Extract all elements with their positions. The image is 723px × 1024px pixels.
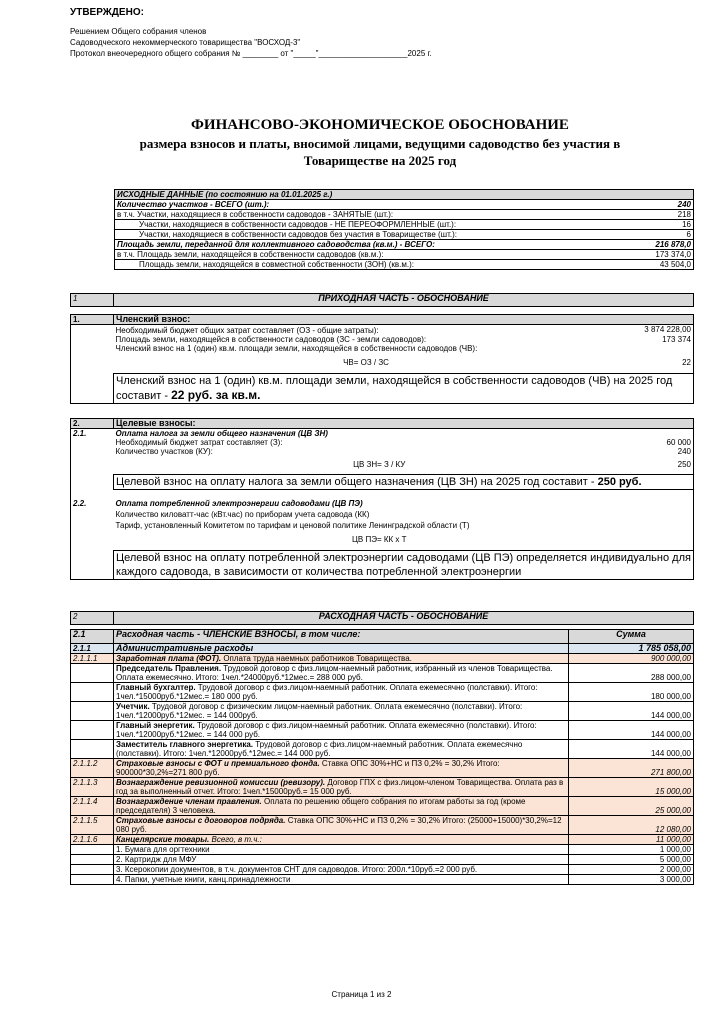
expense-row [71,778,694,797]
source-row-label: Количество участков - ВСЕГО (шт.): [115,200,634,210]
source-row-value: 218 [633,210,693,220]
target-s1-formula-value: 250 [645,456,694,474]
expense-row-desc: Договор ГПХ с физ.лицом-членом Товарищества. Оплата раз в год за выполненный отчет. Итого: 1чел.*15000руб.= 15 000 руб. [116,778,564,796]
expense-row-value: 271 800,00 [569,759,694,778]
expense-row-text [114,740,569,759]
target-s2-num: 2.2. [71,499,114,508]
expense-sub-num: 2.1 [71,630,114,644]
target-s1-title: Оплата налога за земли общего назначения (ЦВ ЗН) [115,429,328,438]
member-row-1: Необходимый бюджет общих затрат составляет (ОЗ - общие затраты): [115,326,379,335]
target-s2-row-1: Количество киловатт-час (кВт.час) по приборам учета садовода (КК) [115,510,370,519]
expense-row-desc: Трудовой договор с физическим лицом-наемный работник. Оплата ежемесячно (полставки). Итого: 1чел.*12000руб.*12мес. = 144 000руб. [116,702,523,720]
expense-row-value: 2 000,00 [569,865,694,875]
member-val-1: 3 874 228,00 [618,325,693,336]
target-s2-row-2: Тариф, установленный Комитетом по тарифам и ценовой политике Ленинградской области (Т) [115,521,470,530]
target-s1-result-bold: 250 руб. [597,475,642,488]
expense-row-text [114,855,569,865]
admin-value: 1 785 058,00 [569,644,694,654]
expense-row-value: 180 000,00 [569,683,694,702]
expense-row-text [114,721,569,740]
expense-row-desc: Трудовой договор с физ.лицом-наемный работник. Оплата ежемесячно (полставки). Итого: 1чел.*15000руб.*12мес.= 180 000 руб. [116,683,538,701]
expense-row-num [71,875,114,885]
expense-row-desc: 3. Ксерокопии документов, в т.ч. документов СНТ для садоводов. Итого: 200л.*10руб.=2 000 руб. [116,865,478,874]
expense-row-desc: Трудовой договор с физ.лицом-наемный работник. Оплата ежемесячно (полставки). Итого: 1чел.*12000руб.*12мес. = 144 000 руб. [116,721,537,739]
expense-row [71,855,694,865]
expense-row-title: Вознаграждение ревизионной комиссии (ревизору). [116,778,326,787]
expense-row-num [71,664,114,683]
expense-row-num: 2.1.1.3 [71,778,114,797]
expense-row-value: 11 000,00 [569,835,694,845]
source-row-value: 173 374,0 [633,250,693,260]
source-row [115,210,694,220]
expense-row-num: 2.1.1.6 [71,835,114,845]
expense-row-value: 288 000,00 [569,664,694,683]
member-result-text: Членский взнос на 1 (один) кв.м. площади земли, находящейся в собственности садоводов (ЧВ) на 2025 год составит - [116,374,673,402]
expense-row-title: Председатель Правления. [116,664,222,673]
expense-row [71,721,694,740]
title-main: ФИНАНСОВО-ЭКОНОМИЧЕСКОЕ ОБОСНОВАНИЕ [191,117,569,133]
expense-num: 2 [71,612,114,625]
expense-row [71,654,694,664]
expense-row-title: Главный бухгалтер. [116,683,196,692]
expense-section-header [70,611,694,625]
expense-row-title: Заместитель главного энергетика. [116,740,254,749]
source-row [115,250,694,260]
target-s1-result [114,474,694,489]
expense-row-num: 2.1.1.1 [71,654,114,664]
income-title: ПРИХОДНАЯ ЧАСТЬ - ОБОСНОВАНИЕ [114,294,694,307]
source-row-value: 6 [633,230,693,240]
target-s1-row-1: Необходимый бюджет затрат составляет (З): [115,438,283,447]
expense-row-value: 25 000,00 [569,797,694,816]
expense-row-desc: Оплата по решению общего собрания по итогам работы за год (кроме председателя) 3 человека. [116,797,526,815]
expense-row-num [71,683,114,702]
expense-title: РАСХОДНАЯ ЧАСТЬ - ОБОСНОВАНИЕ [114,612,694,625]
expense-row-text [114,778,569,797]
source-row-label: Площадь земли, находящейся в совместной собственности (ЗОН) (кв.м.): [115,260,634,270]
expense-row-desc: Трудовой договор с физ.лицом-наемный работник. Оплата ежемесячно (полставки). Итого: 1чел.*12000руб.*12мес.= 144 000 руб. [116,740,523,758]
income-section-header [70,293,694,307]
approval-line-3: Протокол внеочередного общего собрания № ________ от "_____"____________________2025 г. [70,49,432,58]
member-formula: ЧВ= ОЗ / ЗС [343,358,389,368]
member-fee-block [70,314,694,404]
expense-row-title: Страховые взносы с договоров подряда. [116,816,286,825]
approval-block [70,7,432,59]
source-row-label: в т.ч. Площадь земли, находящейся в собственности садоводов (кв.м.): [115,250,634,260]
expense-sub-title: Расходная часть - ЧЛЕНСКИЕ ВЗНОСЫ, в том числе: [114,630,569,644]
member-result-bold: 22 руб. за кв.м. [171,387,261,402]
expense-row-text [114,835,569,845]
expense-row-value: 144 000,00 [569,702,694,721]
expense-row-num [71,702,114,721]
member-result [114,373,694,403]
source-row-label: Участки, находящиеся в собственности садоводов без участия в Товариществе (шт.): [115,230,634,240]
target-s1-num: 2.1. [71,429,114,439]
target-title: Целевые взносы: [114,419,694,429]
expense-row-title: Страховые взносы с ФОТ и премиального фонда. [116,759,320,768]
expense-row-num: 2.1.1.5 [71,816,114,835]
source-row [115,200,694,210]
expense-row-desc: Ставка ОПС 30%+НС и ПЗ 0,2% = 30,2% Итого: (25000+15000)*30,2%=12 080 руб. [116,816,562,834]
expense-row-text [114,664,569,683]
admin-title: Административные расходы [114,644,569,654]
title-sub-2: Товариществе на 2025 год [303,153,457,168]
expense-row-desc: 2. Картридж для МФУ [116,855,197,864]
expense-row-value: 144 000,00 [569,721,694,740]
expense-row [71,683,694,702]
expense-row-num [71,845,114,855]
expense-row-value: 5 000,00 [569,855,694,865]
expense-row-title: Главный энергетик. [116,721,195,730]
expense-row-text [114,654,569,664]
target-s1-result-text: Целевой взнос на оплату налога за земли общего назначения (ЦВ ЗН) на 2025 год составит - [116,475,595,488]
expense-row-desc: Оплата труда наемных работников Товарищества. [221,654,412,663]
approval-line-2: Садоводческого некоммерческого товарищества "ВОСХОД-3" [70,38,301,47]
approved-label: УТВЕРЖДЕНО: [70,7,144,18]
target-fee-block [70,418,694,580]
source-row-label: в т.ч. Участки, находящиеся в собственности садоводов - ЗАНЯТЫЕ (шт.): [115,210,634,220]
target-s2-formula: ЦВ ПЭ= КК х Т [351,535,407,545]
member-val-2: 173 374 [618,335,693,344]
expense-row-num: 2.1.1.2 [71,759,114,778]
source-row-label: Участки, находящиеся в собственности садоводов - НЕ ПЕРЕОФОРМЛЕННЫЕ (шт.): [115,220,634,230]
expense-row-title: Вознаграждение членам правления. [116,797,262,806]
member-title: Членский взнос: [114,315,694,325]
expense-row-desc: Трудовой договор с физ.лицом-наемный работник, избранный из членов Товарищества. Оплата ежемесячно. Итого: 1чел.*24000руб.*12мес.= 288 000 руб. [116,664,553,682]
source-row [115,240,694,250]
expense-row-value: 12 080,00 [569,816,694,835]
member-formula-value: 22 [618,353,693,373]
expense-row [71,702,694,721]
expense-row-text [114,816,569,835]
document-title [60,116,700,169]
expense-sum-label: Сумма [569,630,694,644]
member-row-2: Площадь земли, находящейся в собственности садоводов (ЗС - земли садоводов): [115,335,427,344]
expense-row-desc: Всего, в т.ч.: [209,835,262,844]
expense-row-value: 1 000,00 [569,845,694,855]
target-s1-formula: ЦВ ЗН= З / КУ [353,460,406,470]
source-row-value: 16 [633,220,693,230]
expense-row [71,759,694,778]
expense-row-text [114,875,569,885]
target-num: 2. [71,419,114,429]
expense-row-desc: 4. Папки, учетные книги, канц.принадлежности [116,875,291,884]
admin-num: 2.1.1 [71,644,114,654]
expense-row [71,875,694,885]
expense-row [71,740,694,759]
expense-row-desc: Ставка ОПС 30%+НС и ПЗ 0,2% = 30,2% Итого: 900000*30,2%=271 800 руб. [116,759,500,777]
target-s2-result: Целевой взнос на оплату потребленной электроэнергии садоводами (ЦВ ПЭ) определяется индивидуально для каждого садовода, в зависимости от количества потребленной электроэнергии [114,550,694,579]
expense-row-text [114,845,569,855]
expense-row-value: 144 000,00 [569,740,694,759]
source-row-label: Площадь земли, переданной для коллективного садоводства (кв.м.) - ВСЕГО: [115,240,634,250]
page-footer: Страница 1 из 2 [331,990,392,999]
expense-row [71,797,694,816]
target-s1-val-2: 240 [645,447,694,456]
expense-row [71,835,694,845]
expense-row [71,664,694,683]
expense-row-value: 900 000,00 [569,654,694,664]
member-row-3: Членский взнос на 1 (один) кв.м. площади земли, находящейся в собственности садоводов (ЧВ): [115,344,478,353]
expense-row-text [114,702,569,721]
source-data-table [114,189,694,270]
expense-row-num [71,721,114,740]
expense-row-num [71,865,114,875]
target-s1-row-2: Количество участков (КУ): [115,447,213,456]
source-row-value: 240 [633,200,693,210]
source-header: ИСХОДНЫЕ ДАННЫЕ (по состоянию на 01.01.2025 г.) [115,190,694,200]
expense-row-value: 3 000,00 [569,875,694,885]
expense-row-num [71,855,114,865]
target-s2-title: Оплата потребленной электроэнергии садоводами (ЦВ ПЭ) [115,499,363,508]
expense-table [70,629,694,885]
expense-row-text [114,683,569,702]
expense-row-num: 2.1.1.4 [71,797,114,816]
expense-row-desc: 1. Бумага для оргтехники [116,845,210,854]
expense-row-num [71,740,114,759]
expense-row-text [114,865,569,875]
expense-row-title: Учетчик. [116,702,150,711]
expense-row-title: Канцелярские товары. [116,835,210,844]
source-row-value: 43 504,0 [633,260,693,270]
expense-row [71,865,694,875]
source-row [115,230,694,240]
target-s1-val-1: 60 000 [645,438,694,447]
approval-line-1: Решением Общего собрания членов [70,27,207,36]
expense-row [71,845,694,855]
expense-row-value: 15 000,00 [569,778,694,797]
expense-row-text [114,797,569,816]
title-sub-1: размера взносов и платы, вносимой лицами, ведущими садоводство без участия в [139,136,621,151]
source-row-value: 216 878,0 [633,240,693,250]
expense-row-text [114,759,569,778]
source-row [115,260,694,270]
member-num: 1. [71,315,114,325]
source-row [115,220,694,230]
expense-row [71,816,694,835]
income-num: 1 [71,294,114,307]
expense-row-title: Заработная плата (ФОТ). [116,654,222,663]
